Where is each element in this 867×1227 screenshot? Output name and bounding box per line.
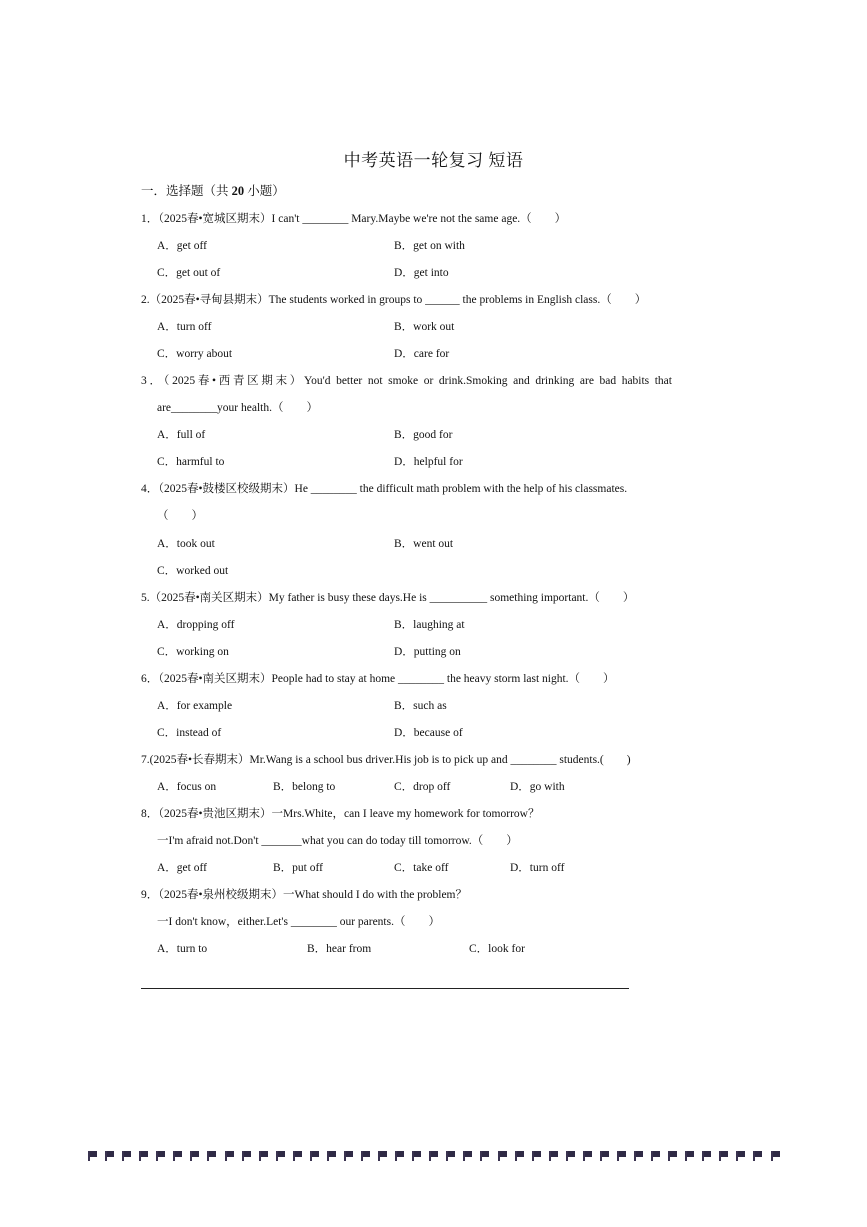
question-8-option-b[interactable]: B．put off	[273, 862, 323, 874]
flag-icon	[566, 1151, 575, 1161]
flag-icon	[617, 1151, 626, 1161]
flag-icon	[395, 1151, 404, 1161]
flag-icon	[600, 1151, 609, 1161]
question-3-stem: 3．（2025春•西青区期末）You'd better not smoke or drink.Smoking and drinking are bad habits that	[141, 375, 672, 387]
flag-icon	[753, 1151, 762, 1161]
question-8-option-a[interactable]: A．get off	[157, 862, 207, 874]
question-8-stem-continued: 一I'm afraid not.Don't _______what you can do today till tomorrow.（ ）	[157, 835, 518, 847]
question-6-option-c[interactable]: C．instead of	[157, 727, 222, 739]
question-3-option-d[interactable]: D．helpful for	[394, 456, 463, 468]
flag-icon	[719, 1151, 728, 1161]
flag-icon	[634, 1151, 643, 1161]
question-5-option-d[interactable]: D．putting on	[394, 646, 461, 658]
flag-icon	[122, 1151, 131, 1161]
flag-icon	[207, 1151, 216, 1161]
question-2-stem: 2.（2025春•寻甸县期末）The students worked in groups to ______ the problems in English class.（ ）	[141, 294, 647, 306]
question-4-option-a[interactable]: A．took out	[157, 538, 215, 550]
question-1-option-b[interactable]: B．get on with	[394, 240, 465, 252]
question-3-option-a[interactable]: A．full of	[157, 429, 206, 441]
question-7-option-b[interactable]: B．belong to	[273, 781, 336, 793]
question-1-stem: 1．（2025春•宽城区期末）I can't ________ Mary.Maybe we're not the same age.（ ）	[141, 213, 567, 225]
section-suffix: 小题）	[244, 184, 285, 198]
flag-icon	[771, 1151, 780, 1161]
page-title: 中考英语一轮复习 短语	[343, 151, 524, 170]
flag-icon	[139, 1151, 148, 1161]
section-prefix: 一．选择题（共	[141, 184, 232, 198]
flag-icon	[532, 1151, 541, 1161]
flag-icon	[327, 1151, 336, 1161]
question-7-option-d[interactable]: D．go with	[510, 781, 565, 793]
flag-icon	[515, 1151, 524, 1161]
flag-icon	[173, 1151, 182, 1161]
question-6-option-a[interactable]: A．for example	[157, 700, 233, 712]
flag-icon	[310, 1151, 319, 1161]
flag-icon	[105, 1151, 114, 1161]
question-4-stem: 4．（2025春•鼓楼区校级期末）He ________ the difficult math problem with the help of his classmates.	[141, 483, 628, 495]
flag-icon	[344, 1151, 353, 1161]
question-4-option-c[interactable]: C．worked out	[157, 565, 229, 577]
question-5-stem: 5.（2025春•南关区期末）My father is busy these days.He is __________ something important.（ ）	[141, 592, 635, 604]
question-7-option-a[interactable]: A．focus on	[157, 781, 217, 793]
question-8-option-c[interactable]: C．take off	[394, 862, 449, 874]
section-count: 20	[231, 184, 245, 198]
question-4-option-b[interactable]: B．went out	[394, 538, 454, 550]
question-6-option-d[interactable]: D．because of	[394, 727, 463, 739]
question-5-option-b[interactable]: B．laughing at	[394, 619, 465, 631]
question-9-stem: 9．（2025春•泉州校级期末）一What should I do with the problem？	[141, 889, 467, 901]
flag-icon	[736, 1151, 745, 1161]
question-2-option-c[interactable]: C．worry about	[157, 348, 233, 360]
question-2-option-d[interactable]: D．care for	[394, 348, 450, 360]
flag-icon	[225, 1151, 234, 1161]
question-7-stem: 7.(2025春•长春期末）Mr.Wang is a school bus driver.His job is to pick up and ________ students.( )	[141, 754, 631, 766]
flag-icon	[156, 1151, 165, 1161]
flag-icon	[259, 1151, 268, 1161]
question-3-option-b[interactable]: B．good for	[394, 429, 453, 441]
flag-icon	[190, 1151, 199, 1161]
question-3-option-c[interactable]: C．harmful to	[157, 456, 225, 468]
question-6-stem: 6．（2025春•南关区期末）People had to stay at home ________ the heavy storm last night.（ ）	[141, 673, 615, 685]
question-4-stem-continued: （ ）	[157, 510, 203, 522]
question-9-option-c[interactable]: C．look for	[469, 943, 525, 955]
flag-icon	[480, 1151, 489, 1161]
flag-icon	[88, 1151, 97, 1161]
flag-icon	[378, 1151, 387, 1161]
flag-icon	[446, 1151, 455, 1161]
question-1-option-c[interactable]: C．get out of	[157, 267, 221, 279]
question-6-option-b[interactable]: B．such as	[394, 700, 447, 712]
question-5-option-c[interactable]: C．working on	[157, 646, 229, 658]
flag-icon	[361, 1151, 370, 1161]
question-3-stem-continued: are________your health.（ ）	[157, 402, 318, 414]
question-9-option-a[interactable]: A．turn to	[157, 943, 208, 955]
flag-icon	[276, 1151, 285, 1161]
flag-icon	[463, 1151, 472, 1161]
flag-icon	[412, 1151, 421, 1161]
question-8-stem: 8．（2025春•贵池区期末）一Mrs.White，can I leave my homework for tomorrow？	[141, 808, 540, 820]
footer-flag-strip	[88, 1151, 780, 1165]
question-2-option-a[interactable]: A．turn off	[157, 321, 212, 333]
flag-icon	[702, 1151, 711, 1161]
flag-icon	[429, 1151, 438, 1161]
question-1-option-d[interactable]: D．get into	[394, 267, 449, 279]
question-8-option-d[interactable]: D．turn off	[510, 862, 565, 874]
flag-icon	[583, 1151, 592, 1161]
question-5-option-a[interactable]: A．dropping off	[157, 619, 235, 631]
section-divider	[141, 988, 629, 989]
flag-icon	[668, 1151, 677, 1161]
flag-icon	[498, 1151, 507, 1161]
question-7-option-c[interactable]: C．drop off	[394, 781, 451, 793]
section-heading	[141, 181, 285, 199]
flag-icon	[549, 1151, 558, 1161]
question-9-option-b[interactable]: B．hear from	[307, 943, 372, 955]
flag-icon	[685, 1151, 694, 1161]
flag-icon	[293, 1151, 302, 1161]
question-2-option-b[interactable]: B．work out	[394, 321, 455, 333]
question-1-option-a[interactable]: A．get off	[157, 240, 207, 252]
flag-icon	[651, 1151, 660, 1161]
question-9-stem-continued: 一I don't know，either.Let's ________ our parents.（ ）	[157, 916, 440, 928]
flag-icon	[242, 1151, 251, 1161]
